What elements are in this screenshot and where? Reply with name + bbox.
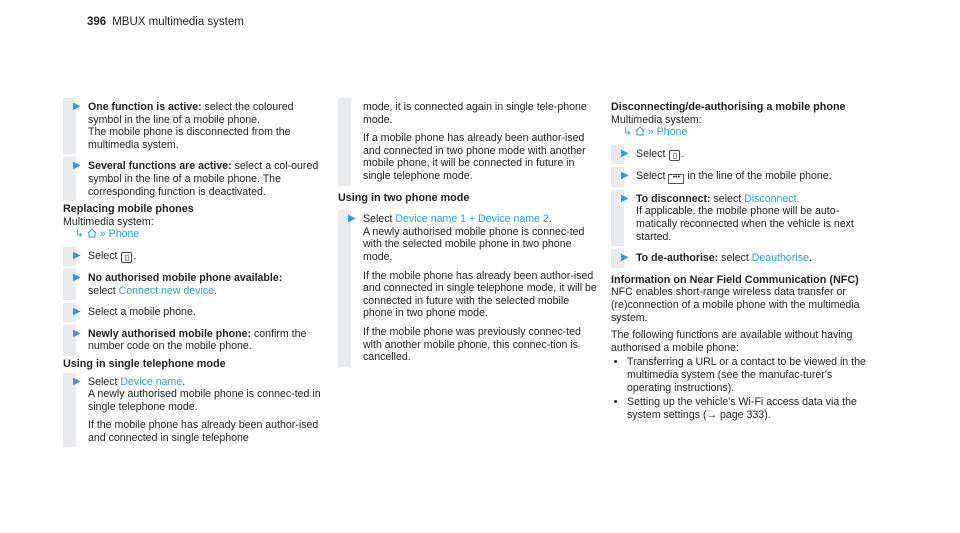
list-item: • Transferring a URL or a contact to be viewed in the multimedia system (see the manufac-turer's operating instructions).	[627, 356, 873, 394]
phone-icon: ▯	[121, 252, 132, 263]
step-arrow-icon: ▶	[73, 327, 81, 339]
step-bar	[338, 210, 351, 367]
heading-single-telephone-mode: Using in single telephone mode	[63, 357, 226, 370]
phone-icon: ▯	[669, 150, 680, 161]
device-name-link: Device name	[120, 375, 183, 388]
chevron-right-icon: »	[99, 228, 106, 241]
menu-path	[611, 126, 873, 139]
step-text: Select a mobile phone.	[88, 306, 196, 319]
step-text: select	[710, 192, 745, 205]
column-3	[611, 101, 873, 423]
step-continuation: A newly authorised mobile phone is connec-ted with the selected mobile phone in two phone mode.	[363, 225, 585, 263]
step-select-phone-icon	[611, 148, 873, 161]
step-text: in the line of the mobile phone.	[684, 169, 832, 182]
system-label: Multimedia system:	[63, 215, 154, 228]
path-phone: Phone	[656, 126, 688, 139]
step-text: select the coloured symbol in the line of a mobile phone.	[88, 101, 294, 126]
heading-replacing-mobile-phones: Replacing mobile phones	[63, 203, 194, 216]
step-newly-authorised-phone	[63, 328, 325, 353]
nfc-paragraph-2: The following functions are available without having authorised a mobile phone:	[611, 329, 853, 354]
step-continuation: If the mobile phone has already been author-ised and connected in single telephone mode, it will be connected in future with the selected mobile phone in two phone mode.	[363, 269, 597, 320]
home-icon	[87, 228, 97, 238]
step-text: Select	[88, 249, 118, 262]
more-options-icon: •••	[668, 174, 684, 184]
page-header	[87, 16, 244, 29]
column-2	[338, 101, 600, 364]
step-text-end: .	[133, 249, 137, 262]
step-text-end: .	[182, 375, 186, 388]
step-text: confirm the number code on the mobile phone.	[88, 327, 307, 353]
step-text: Select	[636, 147, 666, 160]
step-arrow-icon: ▶	[73, 271, 81, 283]
nfc-bullet-list	[611, 356, 873, 421]
heading-disconnecting: Disconnecting/de-authorising a mobile phone	[611, 101, 846, 113]
step-text: Select	[363, 213, 396, 226]
disconnect-link: Disconnect	[744, 192, 797, 205]
step-arrow-icon: ▶	[73, 160, 81, 172]
step-one-function-active	[63, 101, 325, 151]
step-continuation: If applicable, the mobile phone will be auto-matically reconnected when the vehicle is next started.	[636, 205, 854, 243]
step-arrow-icon: ▶	[73, 375, 81, 387]
step-bar	[338, 98, 351, 186]
step-bold-label: To de-authorise:	[636, 252, 719, 265]
step-select-device-names	[338, 213, 600, 364]
step-no-authorised-phone	[63, 272, 325, 297]
step-select-device-name	[63, 376, 325, 445]
nfc-paragraph-1: NFC enables short-range wireless data transfer or (re)connection of a mobile phone with the multimedia system.	[611, 286, 860, 324]
step-to-disconnect	[611, 193, 873, 243]
step-arrow-icon: ▶	[73, 249, 81, 261]
page-number: 396	[87, 16, 107, 28]
step-text: Select	[636, 169, 666, 182]
device-name-1-2-link: Device name 1 + Device name 2	[395, 213, 549, 226]
step-bold-label: Newly authorised mobile phone:	[88, 327, 252, 340]
step-to-deauthorise	[611, 252, 873, 265]
column-1	[63, 101, 325, 444]
step-arrow-icon: ▶	[621, 147, 629, 159]
step-bold-label: No authorised mobile phone available:	[88, 271, 283, 284]
step-arrow-icon: ▶	[621, 252, 629, 264]
step-several-functions-active	[63, 160, 325, 198]
step-continuation-block	[338, 101, 600, 183]
path-arrow-icon: ↳	[623, 126, 632, 139]
menu-path	[63, 228, 325, 241]
heading-two-phone-mode: Using in two phone mode	[338, 191, 470, 204]
step-bold-label: To disconnect:	[636, 192, 711, 205]
step-arrow-icon: ▶	[348, 213, 356, 225]
step-continuation: If a mobile phone has already been author-ised and connected in two phone mode with another mobile phone, it will be connected in future in single telephone mode.	[363, 132, 586, 182]
step-text-end: .	[796, 192, 800, 205]
step-text-end: .	[808, 252, 812, 265]
page-header-title: MBUX multimedia system	[112, 16, 244, 28]
step-text-end: .	[214, 284, 217, 297]
step-arrow-icon: ▶	[621, 192, 629, 204]
step-bold-label: Several functions are active:	[88, 160, 232, 173]
step-select-mobile-phone	[63, 306, 325, 319]
heading-nfc: Information on Near Field Communication (NFC)	[611, 273, 859, 286]
step-bold-label: One function is active:	[88, 101, 202, 113]
step-select-more-options	[611, 170, 873, 184]
step-arrow-icon: ▶	[73, 306, 81, 318]
step-text-end: .	[681, 147, 685, 160]
step-arrow-icon: ▶	[621, 169, 629, 181]
step-text: select	[88, 284, 119, 297]
step-continuation: If the mobile phone was previously connec-ted with another mobile phone, this connec-tion is cancelled.	[363, 325, 581, 364]
path-phone: Phone	[108, 228, 140, 241]
system-label: Multimedia system:	[611, 113, 702, 126]
step-select-phone-icon	[63, 250, 325, 263]
connect-new-device-link: Connect new device	[118, 284, 215, 297]
step-continuation: A newly authorised mobile phone is connec-ted in single telephone mode.	[88, 388, 321, 413]
step-continuation: If the mobile phone has already been author-ised and connected in single telephone	[88, 419, 319, 444]
step-arrow-icon: ▶	[73, 101, 81, 112]
home-icon	[635, 126, 645, 136]
step-continuation: mode, it is connected again in single tele-phone mode.	[363, 101, 587, 126]
deauthorise-link: Deauthorise	[751, 252, 809, 265]
step-text-end: .	[548, 213, 552, 226]
step-text: select a col-oured symbol in the line of a mobile phone. The corresponding function is deactivated.	[88, 160, 319, 198]
chevron-right-icon: »	[647, 126, 654, 139]
path-arrow-icon: ↳	[75, 228, 84, 241]
step-text: Select	[88, 375, 121, 388]
step-continuation: The mobile phone is disconnected from the multimedia system.	[88, 126, 291, 151]
step-text: select	[718, 252, 752, 265]
list-item: • Setting up the vehicle's Wi-Fi access data via the system settings (→ page 333).	[627, 396, 873, 421]
